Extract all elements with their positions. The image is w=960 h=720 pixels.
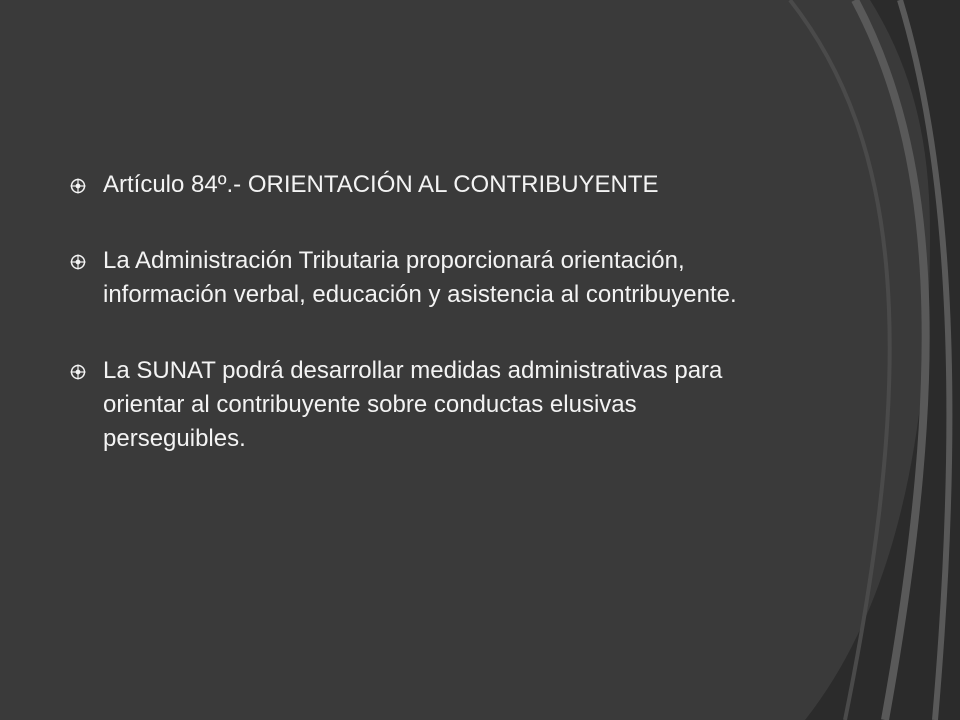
bullet-text-sunat: La SUNAT podrá desarrollar medidas administrativas para orientar al contribuyente sobre conductas elusivas perseguibles. <box>103 357 723 452</box>
target-bullet-icon <box>70 178 86 194</box>
slide-content <box>70 168 770 498</box>
target-bullet-icon <box>70 364 86 380</box>
bullet-item-sunat <box>70 354 770 456</box>
bullet-text-article: Artículo 84º.- ORIENTACIÓN AL CONTRIBUYENTE <box>103 171 659 198</box>
bullet-text-orientation: La Administración Tributaria proporcionará orientación, información verbal, educación y asistencia al contribuyente. <box>103 247 737 308</box>
bullet-item-article <box>70 168 770 202</box>
target-bullet-icon <box>70 254 86 270</box>
bullet-item-orientation <box>70 244 770 312</box>
